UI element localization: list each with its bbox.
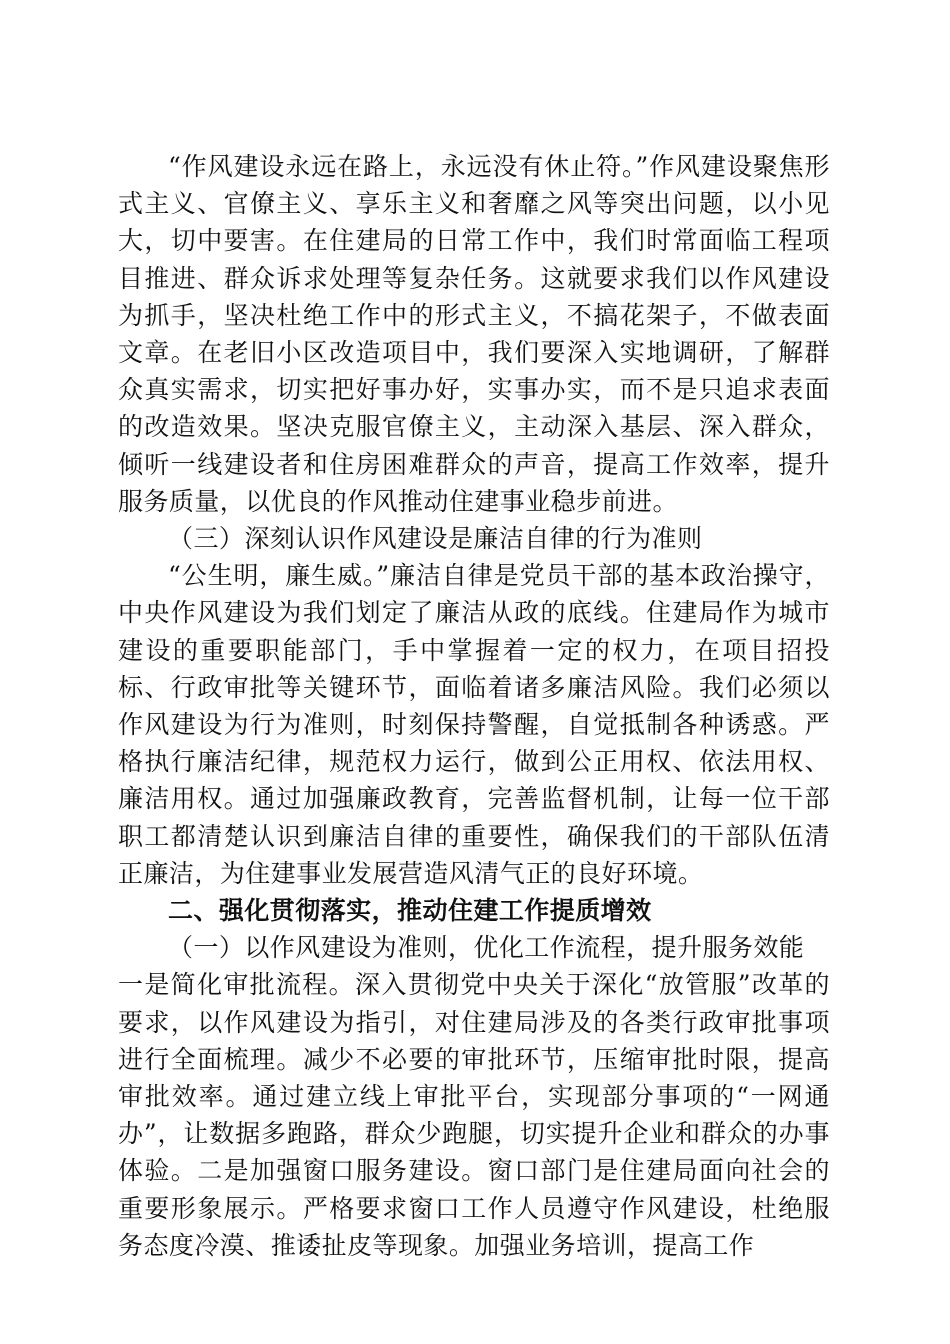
subheading-integrity: （三）深刻认识作风建设是廉洁自律的行为准则 (168, 524, 703, 554)
subheading-optimize-workflow: （一）以作风建设为准则，优化工作流程，提升服务效能 (168, 933, 805, 963)
document-page (118, 148, 830, 1264)
paragraph-approval-process: 一是简化审批流程。深入贯彻党中央关于深化“放管服”改革的要求，以作风建设为指引，对住建局涉及的各类行政审批事项进行全面梳理。减少不必要的审批环节，压缩审批时限，提高审批效率。通过建立线上审批平台，实现部分事项的“一网通办”，让数据多跑路，群众少跑腿，切实提升企业和群众的办事体验。二是加强窗口服务建设。窗口部门是住建局面向社会的重要形象展示。严格要求窗口工作人员遵守作风建设，杜绝服务态度冷漠、推诿扯皮等现象。加强业务培训，提高工作 (118, 970, 830, 1260)
paragraph-work-style-focus: “作风建设永远在路上，永远没有休止符。”作风建设聚焦形式主义、官僚主义、享乐主义和奢靡之风等突出问题，以小见大，切中要害。在住建局的日常工作中，我们时常面临工程项目推进、群众诉求处理等复杂任务。这就要求我们以作风建设为抓手，坚决杜绝工作中的形式主义，不搞花架子，不做表面文章。在老旧小区改造项目中，我们要深入实地调研，了解群众真实需求，切实把好事办好，实事办实，而不是只追求表面的改造效果。坚决克服官僚主义，主动深入基层、深入群众，倾听一线建设者和住房困难群众的声音，提高工作效率，提升服务质量，以优良的作风推动住建事业稳步前进。 (118, 152, 830, 516)
paragraph-integrity: “公生明，廉生威。”廉洁自律是党员干部的基本政治操守，中央作风建设为我们划定了廉洁从政的底线。住建局作为城市建设的重要职能部门，手中掌握着一定的权力，在项目招投标、行政审批等关键环节，面临着诸多廉洁风险。我们必须以作风建设为行为准则，时刻保持警醒，自觉抵制各种诱惑。严格执行廉洁纪律，规范权力运行，做到公正用权、依法用权、廉洁用权。通过加强廉政教育，完善监督机制，让每一位干部职工都清楚认识到廉洁自律的重要性，确保我们的干部队伍清正廉洁，为住建事业发展营造风清气正的良好环境。 (118, 561, 830, 888)
section-heading-implementation: 二、强化贯彻落实，推动住建工作提质增效 (168, 896, 652, 926)
